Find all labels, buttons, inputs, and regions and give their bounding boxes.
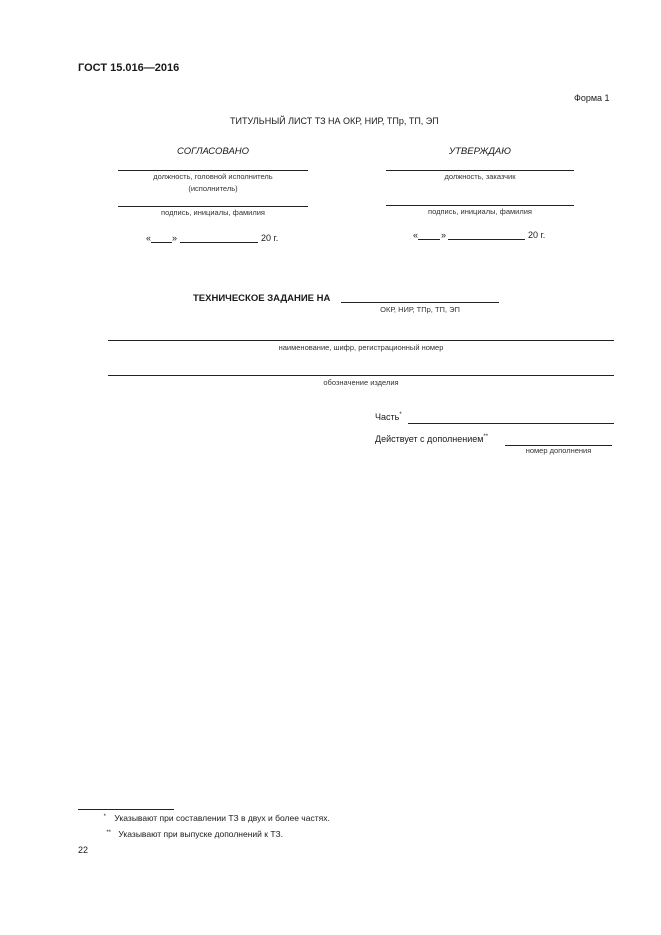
date-quote-close: » — [172, 233, 178, 243]
tz-heading: ТЕХНИЧЕСКОЕ ЗАДАНИЕ НА — [193, 293, 331, 304]
designation-caption: обозначение изделия — [323, 378, 399, 387]
date-day-line — [418, 239, 440, 240]
footnote-separator — [78, 809, 174, 810]
approved-heading: УТВЕРЖДАЮ — [449, 146, 511, 157]
date-month-line — [448, 239, 525, 240]
footnote-text: Указывают при составлении ТЗ в двух и более частях. — [114, 813, 330, 823]
document-header: ГОСТ 15.016—2016 — [78, 62, 180, 74]
page-title: ТИТУЛЬНЫЙ ЛИСТ ТЗ НА ОКР, НИР, ТПр, ТП, ЭП — [230, 116, 439, 126]
date-quote-open: « — [146, 233, 152, 243]
part-line — [408, 423, 614, 424]
position-caption: должность, заказчик — [444, 172, 516, 181]
signature-line — [118, 206, 308, 207]
footnote-1 — [78, 813, 330, 823]
signature-line — [386, 205, 574, 206]
footnote-mark: ** — [106, 830, 111, 836]
executor-caption: (исполнитель) — [188, 184, 238, 193]
addendum-label: Действует с дополнением** — [375, 434, 489, 444]
naming-line — [108, 340, 614, 341]
footnote-2 — [78, 829, 283, 839]
addendum-caption: номер дополнения — [525, 446, 592, 455]
date-quote-open: « — [413, 230, 419, 240]
position-caption: должность, головной исполнитель — [153, 172, 273, 181]
tz-type-caption: ОКР, НИР, ТПр, ТП, ЭП — [380, 305, 460, 314]
footnote-text: Указывают при выпуске дополнений к ТЗ. — [118, 829, 283, 839]
date-year: 20 г. — [528, 230, 546, 240]
signature-caption: подпись, инициалы, фамилия — [161, 208, 265, 217]
part-footnote-mark: * — [399, 412, 402, 418]
addendum-footnote-mark: ** — [483, 434, 489, 440]
footnote-mark: * — [103, 814, 106, 820]
tz-type-line — [341, 302, 499, 303]
position-line — [386, 170, 574, 171]
naming-caption: наименование, шифр, регистрационный номер — [278, 343, 444, 352]
agreed-heading: СОГЛАСОВАНО — [176, 146, 250, 157]
signature-caption: подпись, инициалы, фамилия — [428, 207, 532, 216]
page-number: 22 — [78, 845, 89, 855]
part-label: Часть* — [375, 412, 402, 422]
designation-line — [108, 375, 614, 376]
position-line — [118, 170, 308, 171]
date-quote-close: » — [441, 230, 447, 240]
date-month-line — [180, 242, 258, 243]
date-year: 20 г. — [261, 233, 279, 243]
form-label: Форма 1 — [574, 93, 610, 103]
date-day-line — [151, 242, 172, 243]
